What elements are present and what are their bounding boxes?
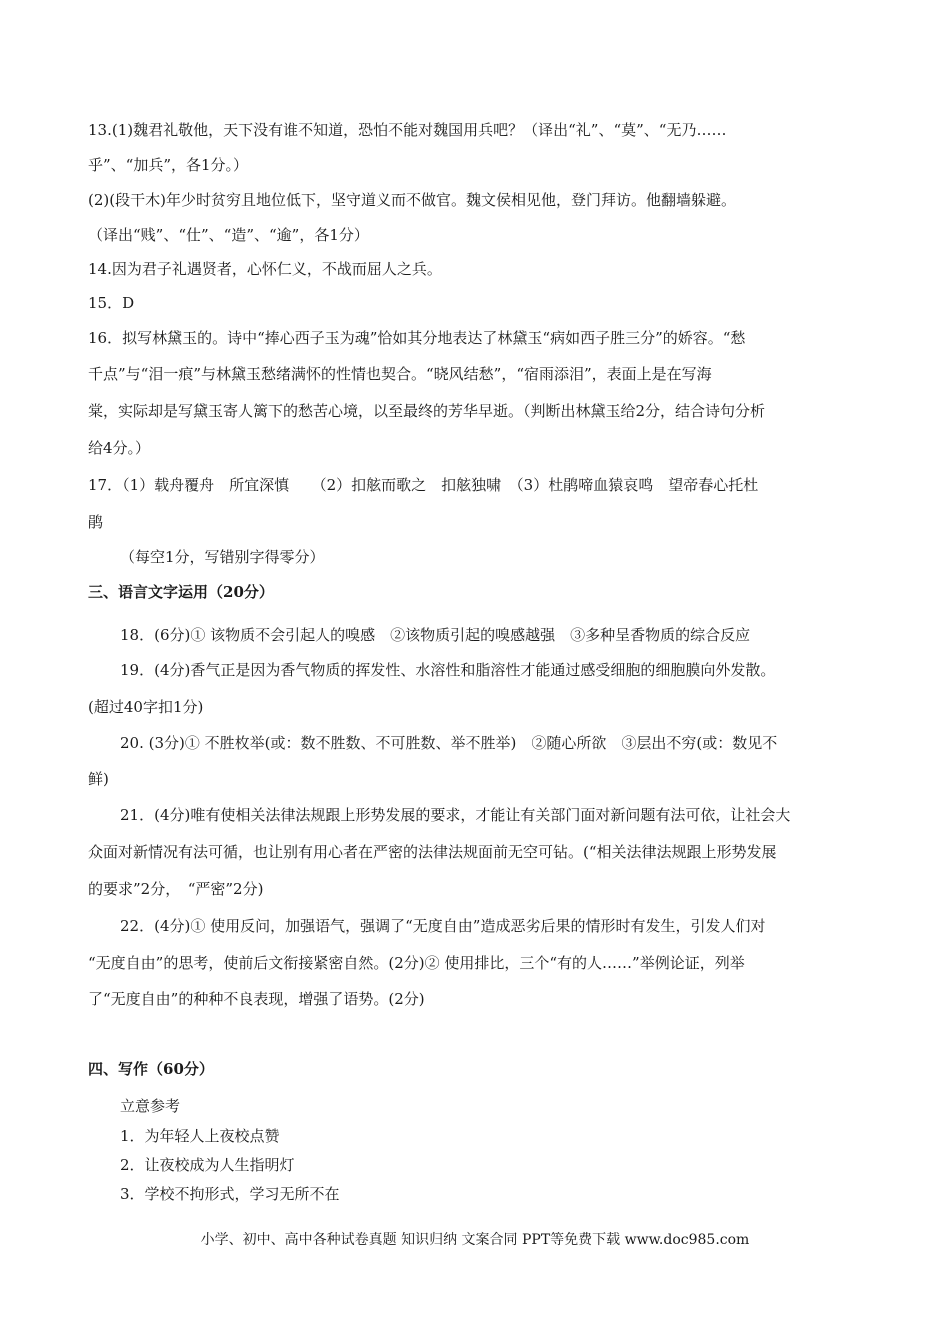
- answer-16-line-1: 16．拟写林黛玉的。诗中“捧心西子玉为魂”恰如其分地表达了林黛玉“病如西子胜三分”的娇容。“愁: [88, 329, 746, 347]
- answer-20-line-2: 鲜): [88, 770, 109, 788]
- section-4-heading: 四、写作（60分）: [88, 1060, 214, 1078]
- answer-13-2-line-2: （译出“贱”、“仕”、“造”、“逾”，各1分）: [88, 226, 369, 244]
- answer-19-line-2: (超过40字扣1分): [88, 698, 204, 716]
- writing-idea-2: 2．让夜校成为人生指明灯: [120, 1156, 295, 1174]
- answer-15: 15．D: [88, 294, 135, 312]
- section-3-heading: 三、语言文字运用（20分）: [88, 583, 274, 601]
- answer-22-line-1: 22．(4分)① 使用反问，加强语气，强调了“无度自由”造成恶劣后果的情形时有发生，引发人们对: [120, 917, 766, 935]
- answer-17-line-2: 鹃: [88, 513, 104, 531]
- answer-13-1-line-1: 13.(1)魏君礼敬他，天下没有谁不知道，恐怕不能对魏国用兵吧？（译出“礼”、“莫”、“无乃……: [88, 121, 727, 139]
- writing-idea-1: 1．为年轻人上夜校点赞: [120, 1127, 280, 1145]
- answer-13-2-line-1: (2)(段干木)年少时贫穷且地位低下，坚守道义而不做官。魏文侯相见他，登门拜访。他翻墙躲避。: [88, 191, 736, 209]
- answer-16-line-4: 给4分。）: [88, 439, 151, 457]
- answer-17-line-1: 17．（1）载舟覆舟 所宜深慎 （2）扣舷而歌之 扣舷独啸 （3）杜鹃啼血猿哀鸣 望帝春心托杜: [88, 476, 759, 494]
- answer-22-line-2: “无度自由”的思考，使前后文衔接紧密自然。(2分)② 使用排比，三个“有的人……”举例论证，列举: [88, 954, 745, 972]
- writing-idea-3: 3．学校不拘形式，学习无所不在: [120, 1185, 340, 1203]
- writing-reference-title: 立意参考: [120, 1097, 181, 1115]
- answer-19-line-1: 19．(4分)香气正是因为香气物质的挥发性、水溶性和脂溶性才能通过感受细胞的细胞膜向外发散。: [120, 661, 776, 679]
- answer-14: 14.因为君子礼遇贤者，心怀仁义，不战而屈人之兵。: [88, 260, 442, 278]
- answer-18: 18．(6分)① 该物质不会引起人的嗅感 ②该物质引起的嗅感越强 ③多种呈香物质的综合反应: [120, 626, 751, 644]
- answer-22-line-3: 了“无度自由”的种种不良表现，增强了语势。(2分): [88, 990, 425, 1008]
- answer-16-line-3: 棠，实际却是写黛玉寄人篱下的愁苦心境，以至最终的芳华早逝。（判断出林黛玉给2分，结合诗句分析: [88, 402, 766, 420]
- answer-21-line-1: 21．(4分)唯有使相关法律法规跟上形势发展的要求，才能让有关部门面对新问题有法可依，让社会大: [120, 806, 791, 824]
- answer-21-line-3: 的要求”2分， “严密”2分): [88, 880, 264, 898]
- answer-21-line-2: 众面对新情况有法可循，也让别有用心者在严密的法律法规面前无空可钻。(“相关法律法规跟上形势发展: [88, 843, 777, 861]
- page-footer: 小学、初中、高中各种试卷真题 知识归纳 文案合同 PPT等免费下载 www.doc985.com: [200, 1232, 750, 1248]
- answer-17-note: （每空1分，写错别字得零分）: [120, 548, 325, 566]
- answer-20-line-1: 20. (3分)① 不胜枚举(或：数不胜数、不可胜数、举不胜举) ②随心所欲 ③层出不穷(或：数见不: [120, 734, 778, 752]
- answer-16-line-2: 千点”与“泪一痕”与林黛玉愁绪满怀的性情也契合。“晓风结愁”，“宿雨添泪”，表面上是在写海: [88, 365, 712, 383]
- answer-13-1-line-2: 乎”、“加兵”，各1分。）: [88, 156, 249, 174]
